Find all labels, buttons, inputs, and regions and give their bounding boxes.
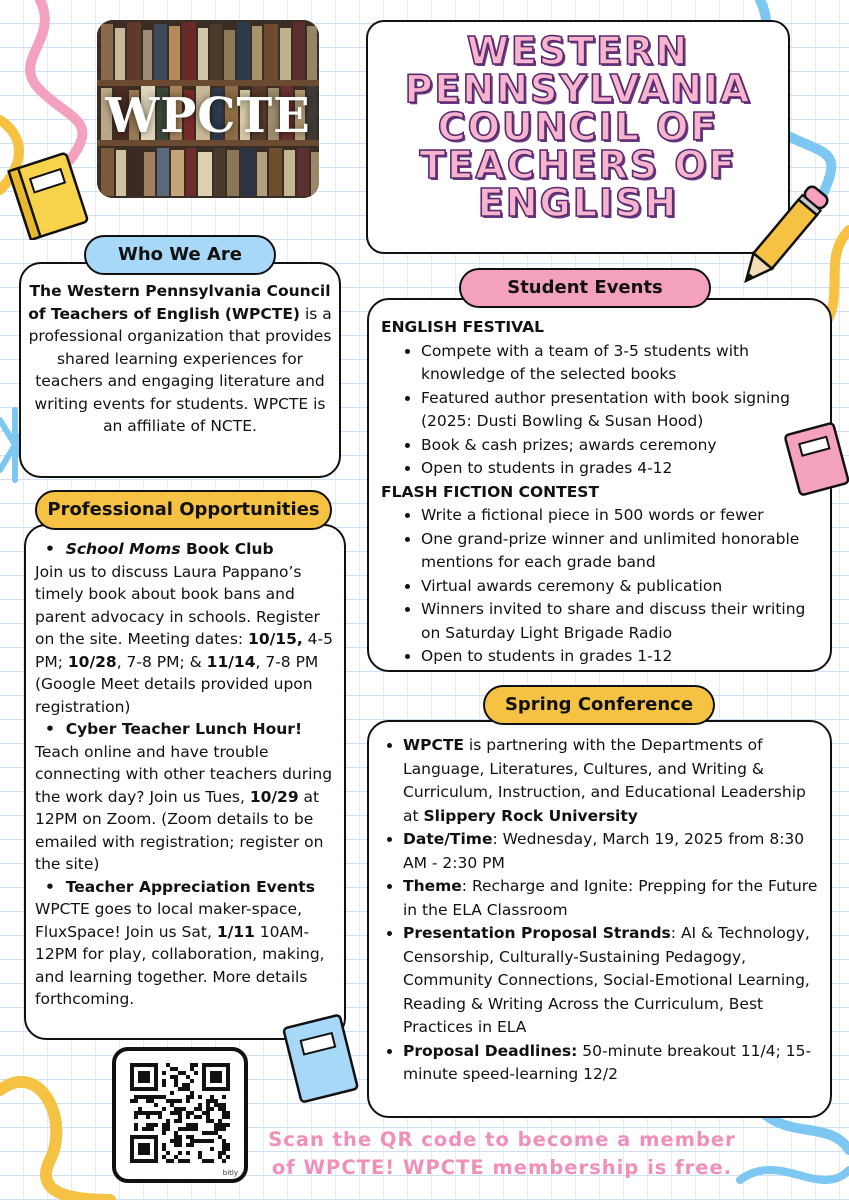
appreciation-title-text: Teacher Appreciation Events <box>65 877 315 896</box>
spring-item-1-text: is partnering with the Departments of Language, Literatures, Cultures, and Writing & Curriculum, Instruction, and Educational Leadership at <box>403 736 806 825</box>
book-club-title-italic: School Moms <box>65 540 181 558</box>
date-3: 11/14 <box>206 652 256 671</box>
spring-box <box>367 720 832 1118</box>
book-club-text <box>35 561 338 719</box>
spring-item-5-bold: Proposal Deadlines: <box>403 1041 578 1060</box>
who-heading: Who We Are <box>84 235 276 275</box>
who-org-abbr: (WPCTE) <box>224 304 301 323</box>
pencil-icon <box>722 178 842 298</box>
spring-item-1-bold: WPCTE <box>403 736 464 754</box>
appreciation-desc-2: 10AM-12PM for play, collaboration, making, and learning together. More details forthcoming. <box>35 922 325 1008</box>
date-1: 10/15, <box>248 630 303 648</box>
prof-box <box>24 524 346 1040</box>
spring-list <box>373 734 820 1087</box>
title-line-1: WESTERN <box>466 29 690 73</box>
book-club-item <box>35 538 338 718</box>
student-heading: Student Events <box>459 268 711 308</box>
qr-code[interactable] <box>112 1047 248 1183</box>
list-item: • Winners invited to share and discuss their writing on Saturday Light Brigade Radio <box>421 598 820 645</box>
spring-item-3-text: : Recharge and Ignite: Prepping for the Future in the ELA Classroom <box>403 877 818 919</box>
who-box <box>19 262 341 478</box>
title-line-5: ENGLISH <box>477 181 679 225</box>
appreciation-item <box>35 876 338 1011</box>
title-line-3: COUNCIL OF <box>437 105 719 149</box>
cyber-title-text: Cyber Teacher Lunch Hour! <box>65 720 303 738</box>
book-club-desc: Join us to discuss Laura Pappano’s timely book about book bans and parent advocacy in schools. Register on the site. Meeting dates: <box>35 562 320 648</box>
time-1: 4-5 PM; <box>35 630 333 671</box>
cyber-date: 10/29 <box>249 787 299 806</box>
bullet: • <box>45 540 66 558</box>
list-item: • Virtual awards ceremony & publication <box>421 575 820 599</box>
cyber-item <box>35 718 338 876</box>
festival-list <box>381 340 820 481</box>
who-org-name: The Western Pennsylvania Council of Teachers of English <box>28 282 331 323</box>
flash-heading: FLASH FICTION CONTEST <box>381 482 600 501</box>
spring-item-4-bold: Presentation Proposal Strands <box>403 924 671 942</box>
pink-notebook-icon <box>782 420 849 500</box>
logo-text: WPCTE <box>105 88 311 144</box>
list-item: • Featured author presentation with book signing (2025: Dusti Bowling & Susan Hood) <box>421 387 820 434</box>
prof-heading: Professional Opportunities <box>35 490 332 530</box>
list-item <box>403 875 820 922</box>
wpcte-logo <box>97 20 319 198</box>
list-item <box>403 922 820 1040</box>
spring-heading: Spring Conference <box>483 685 715 725</box>
cyber-desc-2: at 12PM on Zoom. (Zoom details to be emailed with registration; register on the site) <box>35 787 324 873</box>
qr-code-image <box>116 1051 244 1179</box>
qr-caption: bitly <box>222 1169 238 1177</box>
bullet: • <box>45 877 66 896</box>
list-item: • One grand-prize winner and unlimited honorable mentions for each grade band <box>421 528 820 575</box>
who-description: is a professional organization that provides shared learning experiences for teachers and engaging literature and writing events for students. WPCTE is an affiliate of NCTE. <box>28 304 332 435</box>
footer-line-1: Scan the QR code to become a member <box>268 1128 736 1151</box>
appreciation-desc: WPCTE goes to local maker-space, FluxSpace! Join us Sat, <box>35 900 303 941</box>
list-item: • Open to students in grades 4-12 <box>421 457 820 481</box>
yellow-notebook-icon <box>4 150 94 240</box>
student-box <box>367 298 832 672</box>
flash-list <box>381 504 820 669</box>
time-2: , 7-8 PM; & <box>116 652 207 671</box>
title-line-4: TEACHERS OF <box>419 143 737 187</box>
list-item: • Write a fictional piece in 500 words or fewer <box>421 504 820 528</box>
festival-heading: ENGLISH FESTIVAL <box>381 318 544 336</box>
appreciation-text <box>35 898 338 1011</box>
date-2: 10/28 <box>67 652 117 671</box>
book-club-title <box>35 538 338 561</box>
appreciation-date: 1/11 <box>216 922 255 941</box>
spring-item-2-text: : Wednesday, March 19, 2025 from 8:30 AM - 2:30 PM <box>403 830 805 872</box>
spring-item-4-text: : AI & Technology, Censorship, Culturally-Sustaining Pedagogy, Community Connections, Social-Emotional Learning, Reading & Writing Across the Curriculum, Best Practices in ELA <box>403 924 810 1036</box>
cyber-text <box>35 741 338 876</box>
spring-item-3-bold: Theme <box>403 877 462 895</box>
cyber-desc: Teach online and have trouble connecting with other teachers during the work day? Join us Tues, <box>35 742 333 806</box>
title-line-2: PENNSYLVANIA <box>404 67 752 111</box>
blue-notebook-icon <box>278 1010 368 1110</box>
time-3: , 7-8 PM (Google Meet details provided upon registration) <box>35 652 319 716</box>
spring-item-5-text: 50-minute breakout 11/4; 15-minute speed-learning 12/2 <box>403 1041 812 1083</box>
list-item <box>403 828 820 875</box>
list-item <box>403 734 820 828</box>
footer-cta <box>252 1126 752 1182</box>
footer-line-2: of WPCTE! WPCTE membership is free. <box>271 1156 733 1179</box>
list-item <box>403 1040 820 1087</box>
spring-item-2-bold: Date/Time <box>403 830 493 848</box>
cyber-title <box>35 718 338 741</box>
list-item: • Compete with a team of 3-5 students with knowledge of the selected books <box>421 340 820 387</box>
list-item: • Book & cash prizes; awards ceremony <box>421 434 820 458</box>
book-club-title-rest: Book Club <box>180 540 274 558</box>
appreciation-title <box>35 876 338 899</box>
list-item: • Open to students in grades 1-12 <box>421 645 820 669</box>
bullet: • <box>45 720 66 738</box>
spring-item-1-university: Slippery Rock University <box>423 806 638 825</box>
